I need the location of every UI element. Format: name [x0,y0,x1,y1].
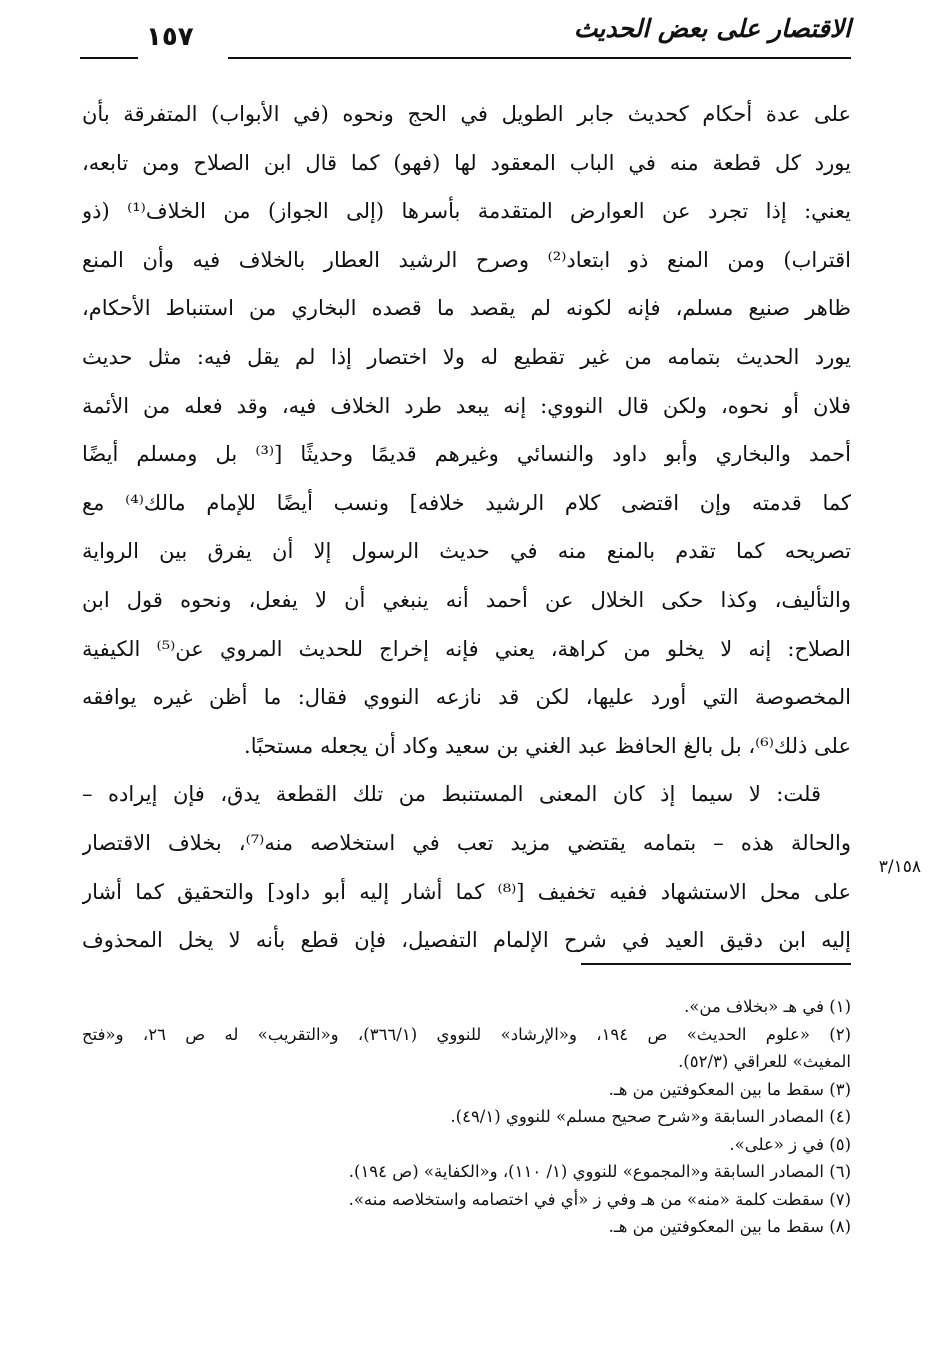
text-line: المخصوصة التي أورد عليها، لكن قد نازعه النووي فقال: ما أظن غيره يوافقه [82,685,851,710]
text-line: على عدة أحكام كحديث جابر الطويل في الحج ونحوه (في الأبواب) المتفرقة بأن [82,102,851,126]
header-rule-long [228,57,851,59]
footnote: (٧) سقطت كلمة «منه» من هـ وفي ز «أي في اختصامه واستخلاصه منه». [348,1189,851,1209]
text-line: والتأليف، وكذا حكى الخلال عن أحمد أنه ينبغي أن لا يفعل، ونحوه قول ابن [82,587,851,612]
footnote: (٨) سقط ما بين المعكوفتين من هـ. [608,1217,851,1236]
footnote: (٥) في ز «على». [729,1134,851,1154]
text-line: قلت: لا سيما إذ كان المعنى المستنبط من تلك القطعة يدق، فإن إيراده – [82,782,821,807]
text-line: تصريحه كما تقدم بالمنع منه في حديث الرسول إلا أن يفرق بين الرواية [82,539,851,564]
footnotes [82,993,851,1241]
page-number: ١٥٧ [146,22,194,52]
text-line: يورد كل قطعة منه في الباب المعقود لها (فهو) كما قال ابن الصلاح ومن تابعه، [82,150,851,175]
text-line: فلان أو نحوه، ولكن قال النووي: إنه يبعد طرد الخلاف فيه، وقد فعله من الأئمة [82,393,851,418]
footnote: (٣) سقط ما بين المعكوفتين من هـ. [608,1079,851,1099]
footnote: (٢) «علوم الحديث» ص ١٩٤، و«الإرشاد» للنووي (٣٦٦/١)، و«التقريب» له ص ٢٦، و«فتح [82,1024,851,1044]
running-title: الاقتصار على بعض الحديث [573,14,851,43]
footnote-separator [581,963,851,965]
page-header [80,10,851,62]
text-line: أحمد والبخاري وأبو داود والنسائي وغيرهم قديمًا وحديثًا [⁽³⁾ بل ومسلم أيضًا [82,442,851,467]
text-line: على ذلك⁽⁶⁾، بل بالغ الحافظ عبد الغني بن سعيد وكاد أن يجعله مستحبًا. [244,733,851,758]
header-rule-short [80,57,138,59]
text-line: يعني: إذا تجرد عن العوارض المتقدمة بأسرها (إلى الجواز) من الخلاف⁽¹⁾ (ذو [82,199,851,224]
text-line: الصلاح: إنه لا يخلو من كراهة، يعني فإنه إخراج للحديث المروي عن⁽⁵⁾ الكيفية [82,636,851,661]
text-line: على محل الاستشهاد ففيه تخفيف [⁽⁸⁾ كما أشار إليه أبو داود] والتحقيق كما أشار [82,879,851,904]
footnote: (٦) المصادر السابقة و«المجموع» للنووي (١/ ١١٠)، و«الكفاية» (ص ١٩٤). [348,1162,851,1181]
footnote: (٤) المصادر السابقة و«شرح صحيح مسلم» للنووي (٤٩/١). [450,1107,851,1126]
text-line: يورد الحديث بتمامه من غير تقطيع له ولا اختصار إذا لم يقل فيه: مثل حديث [82,344,851,369]
footnote-continuation: المغيث» للعراقي (٥٢/٣). [678,1052,851,1071]
text-line: ظاهر صنيع مسلم، فإنه لكونه لم يقصد ما قصده البخاري من استنباط الأحكام، [82,296,851,321]
main-text [82,90,851,965]
text-line: إليه ابن دقيق العيد في شرح الإلمام التفصيل، فإن قطع بأنه لا يخل المحذوف [82,928,851,953]
text-line: والحالة هذه – بتمامه يقتضي مزيد تعب في استخلاصه منه⁽⁷⁾، بخلاف الاقتصار [82,830,851,855]
margin-page-reference: ٣/١٥٨ [878,857,921,877]
text-line: كما قدمته وإن اقتضى كلام الرشيد خلافه] ونسب أيضًا للإمام مالك⁽⁴⁾ مع [82,490,851,515]
text-line: اقتراب) ومن المنع ذو ابتعاد⁽²⁾ وصرح الرشيد العطار بالخلاف فيه وأن المنع [82,247,851,272]
footnote: (١) في هـ «بخلاف من». [684,997,851,1016]
